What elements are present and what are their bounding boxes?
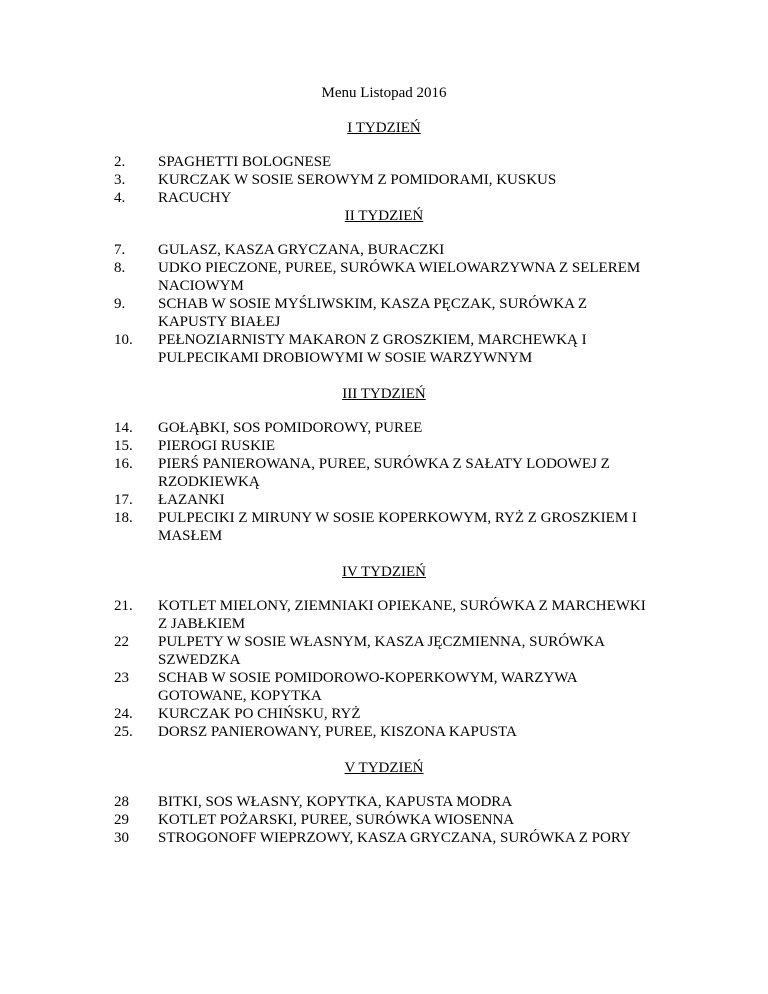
menu-item-day: 29 — [114, 812, 129, 828]
menu-item-dish: SCHAB W SOSIE MYŚLIWSKIM, KASZA PĘCZAK, SURÓWKA Z — [158, 296, 588, 312]
menu-item-day: 3. — [114, 172, 126, 188]
menu-item-dish: UDKO PIECZONE, PUREE, SURÓWKA WIELOWARZYWNA Z SELEREM — [158, 260, 641, 276]
menu-item-dish: PIEROGI RUSKIE — [158, 438, 276, 454]
menu-item-dish: PEŁNOZIARNISTY MAKARON Z GROSZKIEM, MARCHEWKĄ I — [158, 332, 587, 348]
menu-item-day: 7. — [114, 242, 126, 258]
menu-item-dish: KURCZAK PO CHIŃSKU, RYŻ — [158, 706, 361, 722]
menu-item-day: 21. — [114, 598, 133, 614]
menu-item-dish: PIERŚ PANIEROWANA, PUREE, SURÓWKA Z SAŁATY LODOWEJ Z — [158, 456, 610, 472]
menu-item-dish: STROGONOFF WIEPRZOWY, KASZA GRYCZANA, SURÓWKA Z PORY — [158, 830, 631, 846]
menu-item-day: 23 — [114, 670, 129, 686]
menu-item-day: 25. — [114, 724, 133, 740]
menu-item-dish: GOTOWANE, KOPYTKA — [158, 688, 322, 704]
menu-item-dish: GOŁĄBKI, SOS POMIDOROWY, PUREE — [158, 420, 423, 436]
menu-item-dish: KOTLET MIELONY, ZIEMNIAKI OPIEKANE, SURÓWKA Z MARCHEWKI — [158, 598, 646, 614]
menu-item-dish: NACIOWYM — [158, 278, 244, 294]
menu-item-dish: GULASZ, KASZA GRYCZANA, BURACZKI — [158, 242, 445, 258]
menu-item-dish: KURCZAK W SOSIE SEROWYM Z POMIDORAMI, KUSKUS — [158, 172, 557, 188]
week-heading-1: I TYDZIEŃ — [347, 120, 421, 136]
menu-item-dish: SCHAB W SOSIE POMIDOROWO-KOPERKOWYM, WARZYWA — [158, 670, 578, 686]
menu-item-dish: RACUCHY — [158, 190, 232, 206]
menu-item-dish: PULPECIKI Z MIRUNY W SOSIE KOPERKOWYM, RYŻ Z GROSZKIEM I — [158, 510, 637, 526]
menu-item-dish: Z JABŁKIEM — [158, 616, 246, 632]
menu-item-day: 16. — [114, 456, 133, 472]
week-heading-3: III TYDZIEŃ — [342, 386, 426, 402]
menu-item-dish: KOTLET POŻARSKI, PUREE, SURÓWKA WIOSENNA — [158, 812, 515, 828]
menu-item-dish: PULPECIKAMI DROBIOWYMI W SOSIE WARZYWNYM — [158, 350, 533, 366]
menu-item-day: 14. — [114, 420, 133, 436]
menu-item-dish: RZODKIEWKĄ — [158, 474, 260, 490]
menu-item-dish: MASŁEM — [158, 528, 223, 544]
menu-item-dish: KAPUSTY BIAŁEJ — [158, 314, 281, 330]
page-title: Menu Listopad 2016 — [321, 85, 447, 101]
menu-item-day: 2. — [114, 154, 126, 170]
menu-item-dish: DORSZ PANIEROWANY, PUREE, KISZONA KAPUSTA — [158, 724, 517, 740]
menu-item-dish: SPAGHETTI BOLOGNESE — [158, 154, 332, 170]
menu-item-dish: ŁAZANKI — [158, 492, 225, 508]
menu-item-dish: BITKI, SOS WŁASNY, KOPYTKA, KAPUSTA MODRA — [158, 794, 513, 810]
menu-item-day: 24. — [114, 706, 133, 722]
menu-item-day: 17. — [114, 492, 133, 508]
menu-item-day: 22 — [114, 634, 129, 650]
menu-item-day: 15. — [114, 438, 133, 454]
menu-item-day: 9. — [114, 296, 126, 312]
menu-item-day: 28 — [114, 794, 129, 810]
week-heading-2: II TYDZIEŃ — [344, 208, 424, 224]
menu-item-day: 10. — [114, 332, 133, 348]
menu-item-day: 18. — [114, 510, 133, 526]
menu-item-dish: PULPETY W SOSIE WŁASNYM, KASZA JĘCZMIENNA, SURÓWKA — [158, 634, 605, 650]
menu-item-dish: SZWEDZKA — [158, 652, 241, 668]
week-heading-4: IV TYDZIEŃ — [341, 564, 427, 580]
menu-item-day: 30 — [114, 830, 129, 846]
menu-item-day: 8. — [114, 260, 126, 276]
menu-item-day: 4. — [114, 190, 126, 206]
week-heading-5: V TYDZIEŃ — [344, 760, 424, 776]
